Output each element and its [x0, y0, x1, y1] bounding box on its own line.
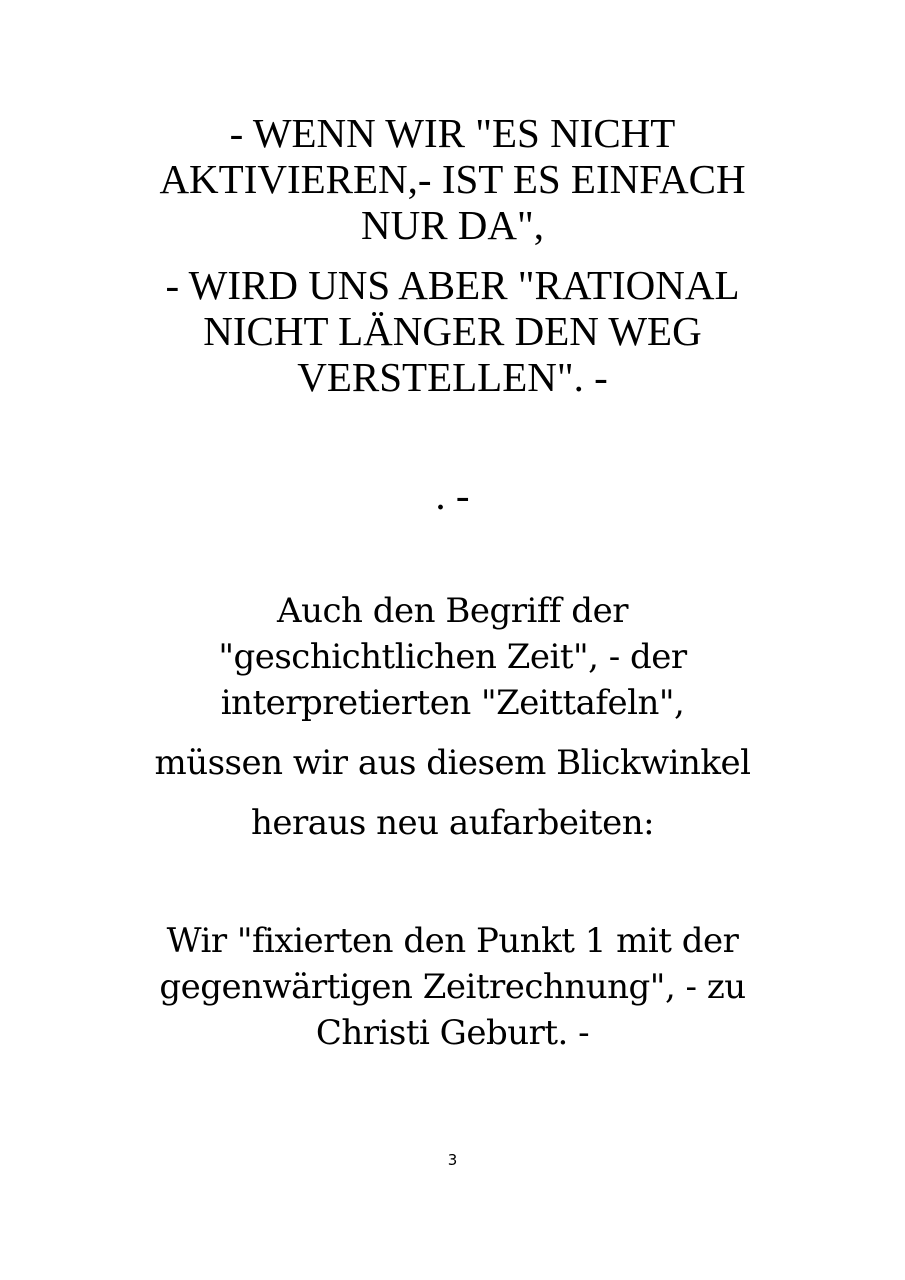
heading-line: NICHT LÄNGER DEN WEG	[203, 308, 702, 354]
heading-line: NUR DA",	[360, 202, 545, 248]
heading-line: AKTIVIEREN,- IST ES EINFACH	[159, 156, 746, 202]
paragraph-line: "geschichtlichen Zeit", - der	[218, 637, 687, 677]
heading-line: - WENN WIR "ES NICHT	[229, 110, 676, 156]
heading-line: VERSTELLEN". -	[297, 354, 608, 400]
paragraph-line: interpretierten "Zeittafeln",	[220, 683, 685, 723]
paragraph-line: müssen wir aus diesem Blickwinkel	[154, 743, 751, 783]
separator-line: . -	[435, 472, 470, 518]
heading-line: - WIRD UNS ABER "RATIONAL	[165, 262, 740, 308]
paragraph-line: Auch den Begriff der	[277, 591, 628, 631]
paragraph-line: heraus neu aufarbeiten:	[250, 803, 655, 843]
page-number: 3	[447, 1151, 458, 1169]
paragraph-line: Christi Geburt. -	[315, 1013, 590, 1053]
paragraph-line: Wir "fixierten den Punkt 1 mit der	[166, 921, 739, 961]
paragraph-line: gegenwärtigen Zeitrechnung", - zu	[159, 967, 746, 1007]
